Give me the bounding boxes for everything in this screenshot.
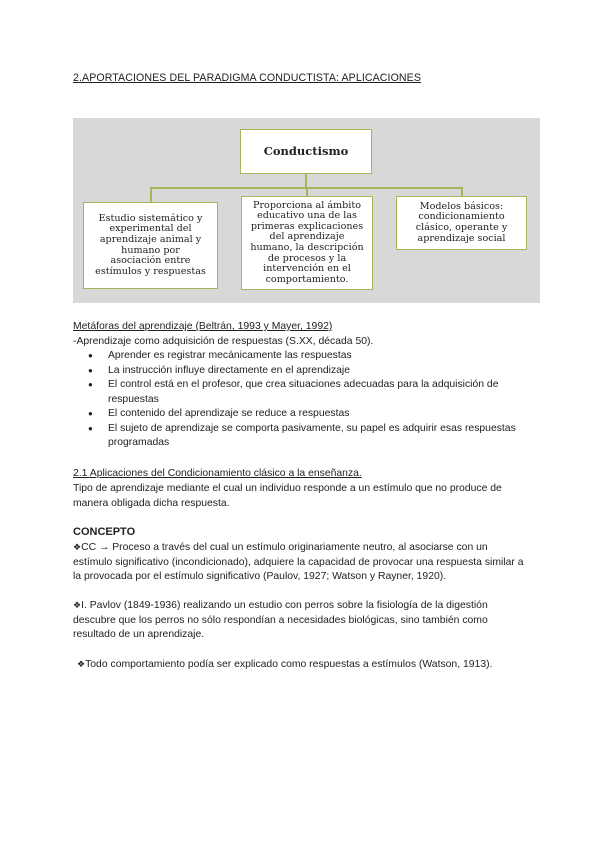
- list-item: ● El sujeto de aprendizaje se comporta pasivamente, su papel es adquirir esas respuestas programadas: [84, 422, 524, 451]
- diagram-box-models: Modelos básicos: condicionamiento clásico, operante y aprendizaje social: [396, 196, 527, 250]
- concept-paragraph-2: ❖I. Pavlov (1849-1936) realizando un estudio con perros sobre la fisiología de la digestión descubre que los perros no sólo respondían a necesidades biológicas, sino también como resultado de un aprendizaje.: [73, 600, 488, 640]
- diagram-root-box: Conductismo: [240, 129, 372, 174]
- metaphors-bullet-list: [84, 349, 524, 451]
- metaphors-subtitle: -Aprendizaje como adquisición de respuestas (S.XX, década 50).: [73, 336, 374, 347]
- diagram-connector-center: [306, 187, 308, 196]
- section-21-text: Tipo de aprendizaje mediante el cual un individuo responde a un estímulo que no produce de manera obligada dicha respuesta.: [73, 483, 502, 509]
- diagram-box-definition: Estudio sistemático y experimental del aprendizaje animal y humano por asociación entre estímulos y respuestas: [83, 202, 218, 289]
- concept-diagram: [73, 118, 540, 303]
- list-item: ● El control está en el profesor, que crea situaciones adecuadas para la adquisición de respuestas: [84, 378, 524, 407]
- concept-label: CONCEPTO: [73, 526, 136, 538]
- concept-paragraph-1: ❖CC → Proceso a través del cual un estímulo originariamente neutro, al asociarse con un estímulo significativo (incondicionado), adquiere la capacidad de provocar una respuesta similar a la provocada por el estímulo significativo (Paulov, 1927; Watson y Rayner, 1920).: [73, 542, 524, 582]
- metaphors-title: Metáforas del aprendizaje (Beltrán, 1993 y Mayer, 1992): [73, 321, 333, 332]
- concept-paragraph-3: ❖Todo comportamiento podía ser explicado como respuestas a estímulos (Watson, 1913).: [77, 659, 493, 670]
- section-21-title: 2.1 Aplicaciones del Condicionamiento clásico a la enseñanza.: [73, 468, 362, 479]
- diamond-bullet-icon: ❖: [73, 600, 82, 610]
- list-item: ● El contenido del aprendizaje se reduce a respuestas: [84, 407, 524, 422]
- list-item: ● La instrucción influye directamente en el aprendizaje: [84, 364, 524, 379]
- diagram-box-contribution: Proporciona al ámbito educativo una de las primeras explicaciones del aprendizaje humano, la descripción de procesos y la intervención en el comportamiento.: [241, 196, 373, 290]
- diamond-bullet-icon: ❖: [73, 542, 82, 552]
- diamond-bullet-icon: ❖: [77, 659, 86, 669]
- diagram-connector-vertical: [305, 174, 307, 187]
- section-heading: 2.APORTACIONES DEL PARADIGMA CONDUCTISTA: APLICACIONES: [73, 72, 422, 84]
- list-item: ● Aprender es registrar mecánicamente las respuestas: [84, 349, 524, 364]
- diagram-connector-right: [461, 187, 463, 196]
- diagram-connector-left: [150, 187, 152, 202]
